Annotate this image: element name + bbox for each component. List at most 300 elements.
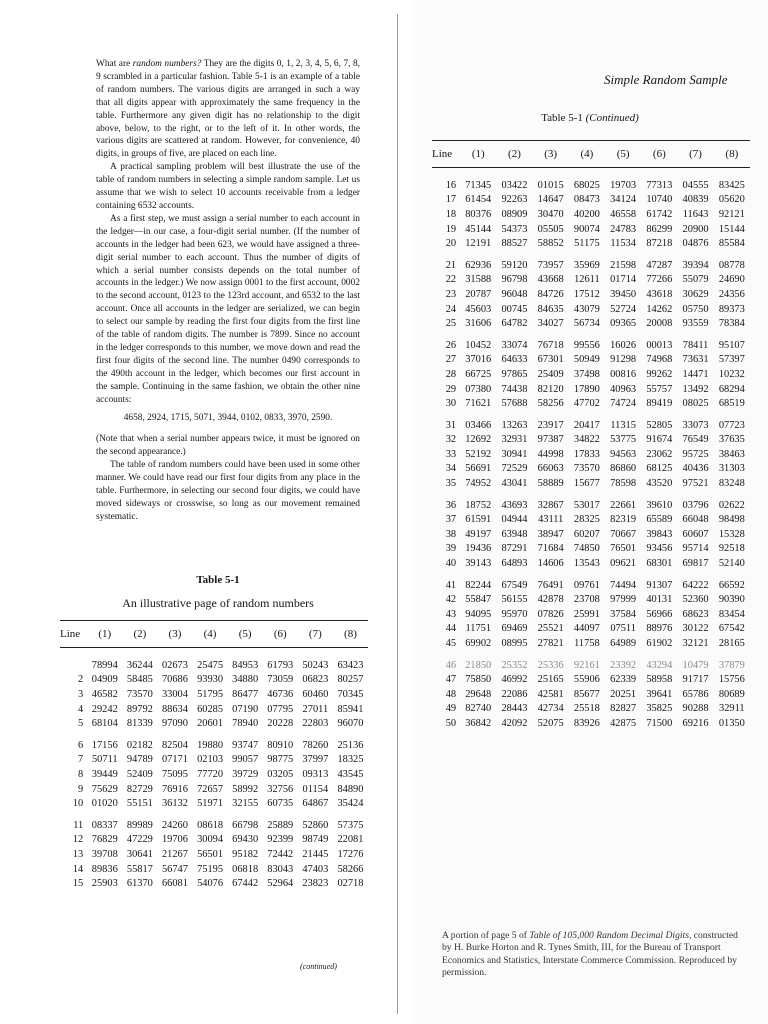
- table-row: [60, 876, 368, 891]
- digit-group: 52075: [537, 717, 564, 729]
- digit-group: 30122: [682, 623, 709, 635]
- digit-group: 47702: [573, 398, 600, 410]
- table-header-row: [60, 621, 368, 648]
- table-row: [432, 273, 750, 288]
- line-number: 29: [445, 383, 457, 395]
- digit-group: 58256: [537, 398, 564, 410]
- table-row: [432, 382, 750, 397]
- digit-group: 32756: [267, 783, 294, 795]
- digit-group: 95970: [501, 608, 528, 620]
- digit-group: 22803: [302, 718, 329, 730]
- table-row: [432, 433, 750, 448]
- digit-group: 09313: [302, 768, 329, 780]
- line-number: 26: [445, 339, 457, 351]
- paragraph-note: (Note that when a serial number appears twice, it must be ignored on the second appearance.): [96, 434, 360, 458]
- digit-group: 31303: [718, 463, 745, 475]
- digit-group: 25475: [197, 659, 224, 671]
- digit-group: 15144: [718, 223, 745, 235]
- digit-group: 92161: [573, 659, 600, 671]
- digit-group: 22086: [501, 688, 528, 700]
- digit-group: 28325: [573, 514, 600, 526]
- digit-group: 17512: [573, 288, 600, 300]
- digit-group: 73059: [267, 674, 294, 686]
- digit-group: 07380: [465, 383, 492, 395]
- digit-group: 61742: [646, 208, 673, 220]
- digit-group: 11534: [610, 238, 636, 250]
- digit-group: 04555: [682, 179, 709, 191]
- digit-group: 74968: [646, 354, 673, 366]
- digit-group: 08778: [718, 259, 745, 271]
- digit-group: 40839: [682, 194, 709, 206]
- digit-group: 25409: [537, 368, 564, 380]
- column-header: (2): [496, 141, 532, 168]
- table-row: [60, 767, 368, 782]
- table-row: [432, 716, 750, 731]
- digit-group: 06823: [302, 674, 329, 686]
- digit-group: 69469: [501, 623, 528, 635]
- digit-group: 14262: [646, 303, 673, 315]
- line-number: 12: [72, 834, 84, 846]
- digit-group: 49197: [465, 528, 492, 540]
- digit-group: 01714: [610, 274, 637, 286]
- digit-group: 64867: [302, 798, 329, 810]
- table-row: [432, 527, 750, 542]
- column-header: (8): [333, 621, 368, 648]
- digit-group: 91307: [646, 579, 673, 591]
- line-number: 9: [78, 783, 84, 795]
- table-row: [432, 411, 750, 433]
- table-row: [432, 236, 750, 251]
- digit-group: 02182: [126, 739, 153, 751]
- digit-group: 47403: [302, 863, 329, 875]
- digit-group: 31588: [465, 274, 492, 286]
- table-row: [60, 862, 368, 877]
- digit-group: 84890: [337, 783, 364, 795]
- digit-group: 77266: [646, 274, 673, 286]
- digit-group: 93747: [232, 739, 259, 751]
- digit-group: 35825: [646, 703, 673, 715]
- table-row: [432, 702, 750, 717]
- table-row: [60, 796, 368, 811]
- table-row: [432, 542, 750, 557]
- digit-group: 95107: [718, 339, 745, 351]
- digit-group: 91674: [646, 434, 673, 446]
- digit-group: 43111: [538, 514, 564, 526]
- digit-group: 98498: [718, 514, 745, 526]
- digit-group: 07826: [537, 608, 564, 620]
- digit-group: 05750: [682, 303, 709, 315]
- digit-group: 05505: [537, 223, 564, 235]
- digit-group: 74850: [573, 543, 600, 555]
- digit-group: 88527: [501, 238, 528, 250]
- digit-group: 56501: [197, 848, 224, 860]
- digit-group: 69817: [682, 558, 709, 570]
- digit-group: 42734: [537, 703, 564, 715]
- digit-group: 66798: [232, 819, 259, 831]
- digit-group: 25991: [573, 608, 600, 620]
- digit-group: 33004: [161, 688, 188, 700]
- digit-group: 67542: [718, 623, 745, 635]
- digit-group: 07171: [161, 754, 188, 766]
- digit-group: 07511: [610, 623, 636, 635]
- digit-group: 99057: [232, 754, 259, 766]
- column-header: (7): [298, 621, 333, 648]
- digit-group: 82244: [465, 579, 492, 591]
- digit-group: 24690: [718, 274, 745, 286]
- digit-group: 87291: [501, 543, 528, 555]
- digit-group: 34822: [573, 434, 600, 446]
- digit-group: 12191: [465, 238, 492, 250]
- digit-group: 25336: [537, 659, 564, 671]
- digit-group: 91298: [610, 354, 637, 366]
- digit-group: 32931: [501, 434, 528, 446]
- digit-group: 60460: [302, 688, 329, 700]
- line-number: 18: [445, 208, 457, 220]
- digit-group: 96798: [501, 274, 528, 286]
- digit-group: 52140: [718, 558, 745, 570]
- digit-group: 38947: [537, 528, 564, 540]
- digit-group: 25352: [501, 659, 528, 671]
- digit-group: 55151: [126, 798, 153, 810]
- line-number: 37: [445, 514, 457, 526]
- digit-group: 54373: [501, 223, 528, 235]
- digit-group: 78940: [232, 718, 259, 730]
- digit-group: 62936: [465, 259, 492, 271]
- digit-group: 72657: [197, 783, 224, 795]
- digit-group: 39641: [646, 688, 673, 700]
- digit-group: 82729: [126, 783, 153, 795]
- digit-group: 56734: [573, 318, 600, 330]
- digit-group: 42875: [610, 717, 637, 729]
- digit-group: 90390: [718, 594, 745, 606]
- digit-group: 90288: [682, 703, 709, 715]
- selected-accounts-list: 4658, 2924, 1715, 5071, 3944, 0102, 0833, 3970, 2590.: [123, 413, 333, 424]
- digit-group: 21850: [465, 659, 492, 671]
- table-row: [432, 367, 750, 382]
- digit-group: 44998: [537, 448, 564, 460]
- line-number: 24: [445, 303, 457, 315]
- line-number: 14: [72, 863, 84, 875]
- digit-group: 68125: [646, 463, 673, 475]
- digit-group: 07795: [267, 703, 294, 715]
- digit-group: 97090: [161, 718, 188, 730]
- digit-group: 83926: [573, 717, 600, 729]
- digit-group: 46558: [610, 208, 637, 220]
- table-row: [432, 476, 750, 491]
- column-header: (1): [87, 621, 122, 648]
- table-row: [60, 811, 368, 833]
- line-number: 2: [78, 674, 84, 686]
- column-header: (7): [677, 141, 713, 168]
- digit-group: 73570: [573, 463, 600, 475]
- line-number: 6: [78, 739, 84, 751]
- table-row: [60, 702, 368, 717]
- digit-group: 39729: [232, 768, 259, 780]
- digit-group: 40131: [646, 594, 673, 606]
- digit-group: 61902: [646, 638, 673, 650]
- digit-group: 42092: [501, 717, 528, 729]
- digit-group: 67549: [501, 579, 528, 591]
- digit-group: 91717: [682, 674, 709, 686]
- digit-group: 54076: [197, 878, 224, 890]
- digit-group: 82827: [610, 703, 637, 715]
- digit-group: 75095: [161, 768, 188, 780]
- digit-group: 19703: [610, 179, 637, 191]
- digit-group: 74952: [465, 478, 492, 490]
- digit-group: 77313: [646, 179, 673, 191]
- table-row: [432, 222, 750, 237]
- digit-group: 65786: [682, 688, 709, 700]
- digit-group: 42581: [537, 688, 564, 700]
- digit-group: 73957: [537, 259, 564, 271]
- line-number: 13: [72, 848, 84, 860]
- digit-group: 32121: [682, 638, 709, 650]
- digit-group: 37635: [718, 434, 745, 446]
- line-number: 19: [445, 223, 457, 235]
- table-row: [432, 251, 750, 273]
- digit-group: 40200: [573, 208, 600, 220]
- digit-group: 67442: [232, 878, 259, 890]
- digit-group: 00745: [501, 303, 528, 315]
- digit-group: 66592: [718, 579, 745, 591]
- digit-group: 82504: [161, 739, 188, 751]
- digit-group: 02622: [718, 499, 745, 511]
- digit-group: 78260: [302, 739, 329, 751]
- digit-group: 86477: [232, 688, 259, 700]
- table-row: [432, 607, 750, 622]
- line-number: 50: [445, 717, 457, 729]
- table-row: [432, 687, 750, 702]
- digit-group: 14606: [537, 558, 564, 570]
- digit-group: 58958: [646, 674, 673, 686]
- digit-group: 89792: [126, 703, 153, 715]
- digit-group: 37498: [573, 368, 600, 380]
- digit-group: 39394: [682, 259, 709, 271]
- digit-group: 01015: [537, 179, 564, 191]
- digit-group: 39843: [646, 528, 673, 540]
- digit-group: 97865: [501, 368, 528, 380]
- digit-group: 22081: [337, 834, 364, 846]
- digit-group: 72529: [501, 463, 528, 475]
- digit-group: 43668: [537, 274, 564, 286]
- body-text: [96, 58, 360, 524]
- digit-group: 25903: [91, 878, 118, 890]
- digit-group: 44097: [573, 623, 600, 635]
- line-number: 38: [445, 528, 457, 540]
- table-row: [60, 731, 368, 753]
- digit-group: 96070: [337, 718, 364, 730]
- digit-group: 92263: [501, 194, 528, 206]
- digit-group: 02718: [337, 878, 364, 890]
- digit-group: 40963: [610, 383, 637, 395]
- line-number: 43: [445, 608, 457, 620]
- digit-group: 08995: [501, 638, 528, 650]
- line-number: 35: [445, 478, 457, 490]
- digit-group: 08473: [573, 194, 600, 206]
- digit-group: 92121: [718, 208, 745, 220]
- digit-group: 36244: [126, 659, 153, 671]
- digit-group: 56966: [646, 608, 673, 620]
- table-header-row: [432, 141, 750, 168]
- digit-group: 00816: [610, 368, 637, 380]
- digit-group: 32911: [719, 703, 745, 715]
- digit-group: 46582: [91, 688, 118, 700]
- digit-group: 74438: [501, 383, 528, 395]
- column-header: (2): [122, 621, 157, 648]
- digit-group: 60285: [197, 703, 224, 715]
- digit-group: 78994: [91, 659, 118, 671]
- line-number: 16: [445, 179, 457, 191]
- digit-group: 74724: [610, 398, 637, 410]
- digit-group: 27821: [537, 638, 564, 650]
- digit-group: 69430: [232, 834, 259, 846]
- digit-group: 51175: [574, 238, 600, 250]
- right-table-title: Table 5-1 (Continued): [541, 112, 639, 124]
- table-row: [432, 462, 750, 477]
- digit-group: 80257: [337, 674, 364, 686]
- paragraph-random-numbers: What are random numbers? They are the digits 0, 1, 2, 3, 4, 5, 6, 7, 8, 9 scrambled in a particular fashion. Table 5-1 is an example of a table of random numbers. The various digits are arranged in such a way that all digits appear with approximately the same frequency in the table. Furthermore any given digit has no relationship to the digit above, below, to the right, or to the left of it. In other words, the various digits are scattered at random. However, for convenience, 40 digits, in groups of five, are placed on each line.: [96, 59, 361, 160]
- digit-group: 33073: [682, 419, 709, 431]
- digit-group: 74494: [610, 579, 637, 591]
- digit-group: 63948: [501, 528, 528, 540]
- digit-group: 21445: [302, 848, 329, 860]
- book-gutter: [397, 14, 398, 1014]
- digit-group: 50711: [91, 754, 118, 766]
- digit-group: 99556: [573, 339, 600, 351]
- table-row: [432, 447, 750, 462]
- digit-group: 71500: [646, 717, 673, 729]
- digit-group: 60607: [682, 528, 709, 540]
- paragraph-sampling-problem: A practical sampling problem will best illustrate the use of the table of random numbers in selecting a simple random sample. Let us assume that we wish to select 10 accounts receivable from a ledger containing 6532 accounts.: [96, 162, 360, 211]
- digit-group: 17890: [573, 383, 600, 395]
- table-row: [432, 556, 750, 571]
- line-number: 49: [445, 703, 457, 715]
- digit-group: 77720: [197, 768, 224, 780]
- column-header: (5): [605, 141, 641, 168]
- digit-group: 40436: [682, 463, 709, 475]
- digit-group: 09761: [573, 579, 600, 591]
- digit-group: 15677: [573, 478, 600, 490]
- digit-group: 63423: [337, 659, 364, 671]
- digit-group: 94095: [465, 608, 492, 620]
- table-row: [60, 673, 368, 688]
- line-number: 30: [445, 398, 457, 410]
- digit-group: 29242: [91, 703, 118, 715]
- digit-group: 25518: [573, 703, 600, 715]
- digit-group: 76491: [537, 579, 564, 591]
- digit-group: 45144: [465, 223, 492, 235]
- digit-group: 45603: [465, 303, 492, 315]
- digit-group: 43520: [646, 478, 673, 490]
- line-number: 32: [445, 434, 457, 446]
- digit-group: 33074: [501, 339, 528, 351]
- digit-group: 02673: [161, 659, 188, 671]
- digit-group: 60735: [267, 798, 294, 810]
- table-row: [432, 302, 750, 317]
- digit-group: 73570: [126, 688, 153, 700]
- digit-group: 25136: [337, 739, 364, 751]
- digit-group: 93456: [646, 543, 673, 555]
- line-number: 47: [445, 674, 457, 686]
- digit-group: 75629: [91, 783, 118, 795]
- digit-group: 27011: [302, 703, 329, 715]
- column-header: (4): [193, 621, 228, 648]
- digit-group: 85584: [718, 238, 745, 250]
- digit-group: 08025: [682, 398, 709, 410]
- digit-group: 11751: [465, 623, 492, 635]
- line-number: 11: [73, 819, 84, 831]
- digit-group: 94789: [126, 754, 153, 766]
- digit-group: 55847: [465, 594, 492, 606]
- digit-group: 88976: [646, 623, 673, 635]
- line-number: [60, 648, 87, 673]
- digit-group: 83043: [267, 863, 294, 875]
- digit-group: 70667: [610, 528, 637, 540]
- digit-group: 84635: [537, 303, 564, 315]
- table-row: [60, 716, 368, 731]
- digit-group: 96048: [501, 288, 528, 300]
- digit-group: 30941: [501, 448, 528, 460]
- digit-group: 56747: [161, 863, 188, 875]
- digit-group: 78411: [682, 339, 709, 351]
- digit-group: 30629: [682, 288, 709, 300]
- table-row: [432, 331, 750, 353]
- digit-group: 68301: [646, 558, 673, 570]
- column-header: (8): [714, 141, 750, 168]
- digit-group: 60207: [573, 528, 600, 540]
- line-number: 42: [445, 594, 457, 606]
- continued-note: (continued): [300, 962, 337, 971]
- digit-group: 43041: [501, 478, 528, 490]
- digit-group: 50243: [302, 659, 329, 671]
- paragraph-first-step: As a first step, we must assign a serial number to each account in the ledger—in our case, a four-digit serial number. (If the number of accounts in the ledger had been 623, we would have assigned a three-digit serial number to each account. Thus the number of digits of which a serial number consists depends on the total number of accounts in the ledger.) We now assign 0001 to the first account, 0002 to the second account, 0123 to the 123rd account, and 6532 to the last account. Once all accounts in the ledger are serialized, we can begin to select our sample by reading the first four digits from the first line of the table of random digits. The number is 7899. Since no account in the ledger corresponds to this number, we move down and read the first four digits of the second line. The number 0490 corresponds to the 490th account in the ledger, which becomes our first account in the sample. Continuing in the same fashion, we obtain the other nine accounts:: [96, 213, 360, 405]
- digit-group: 39450: [610, 288, 637, 300]
- line-number: 3: [78, 688, 84, 700]
- digit-group: 38463: [718, 448, 745, 460]
- digit-group: 68519: [718, 398, 745, 410]
- digit-group: 03796: [682, 499, 709, 511]
- digit-group: 97521: [682, 478, 709, 490]
- digit-group: 20228: [267, 718, 294, 730]
- digit-group: 04909: [91, 674, 118, 686]
- digit-group: 07190: [232, 703, 259, 715]
- digit-group: 43294: [646, 659, 673, 671]
- line-number: 25: [445, 318, 457, 330]
- digit-group: 53017: [573, 499, 600, 511]
- digit-group: 70345: [337, 688, 364, 700]
- emphasis-random-numbers: random numbers?: [132, 59, 202, 69]
- table-row: [60, 833, 368, 848]
- table-row: [60, 648, 368, 673]
- random-numbers-table-left: [60, 620, 368, 891]
- table-row: [432, 287, 750, 302]
- digit-group: 34124: [610, 194, 637, 206]
- digit-group: 11315: [610, 419, 636, 431]
- digit-group: 02103: [197, 754, 224, 766]
- digit-group: 23708: [573, 594, 600, 606]
- digit-group: 47229: [126, 834, 153, 846]
- digit-group: 01154: [302, 783, 329, 795]
- digit-group: 92399: [267, 834, 294, 846]
- digit-group: 68294: [718, 383, 745, 395]
- digit-group: 75850: [465, 674, 492, 686]
- digit-group: 12692: [465, 434, 492, 446]
- digit-group: 39143: [465, 558, 492, 570]
- digit-group: 52964: [267, 878, 294, 890]
- digit-group: 17833: [573, 448, 600, 460]
- digit-group: 66081: [161, 878, 188, 890]
- line-number: 45: [445, 638, 457, 650]
